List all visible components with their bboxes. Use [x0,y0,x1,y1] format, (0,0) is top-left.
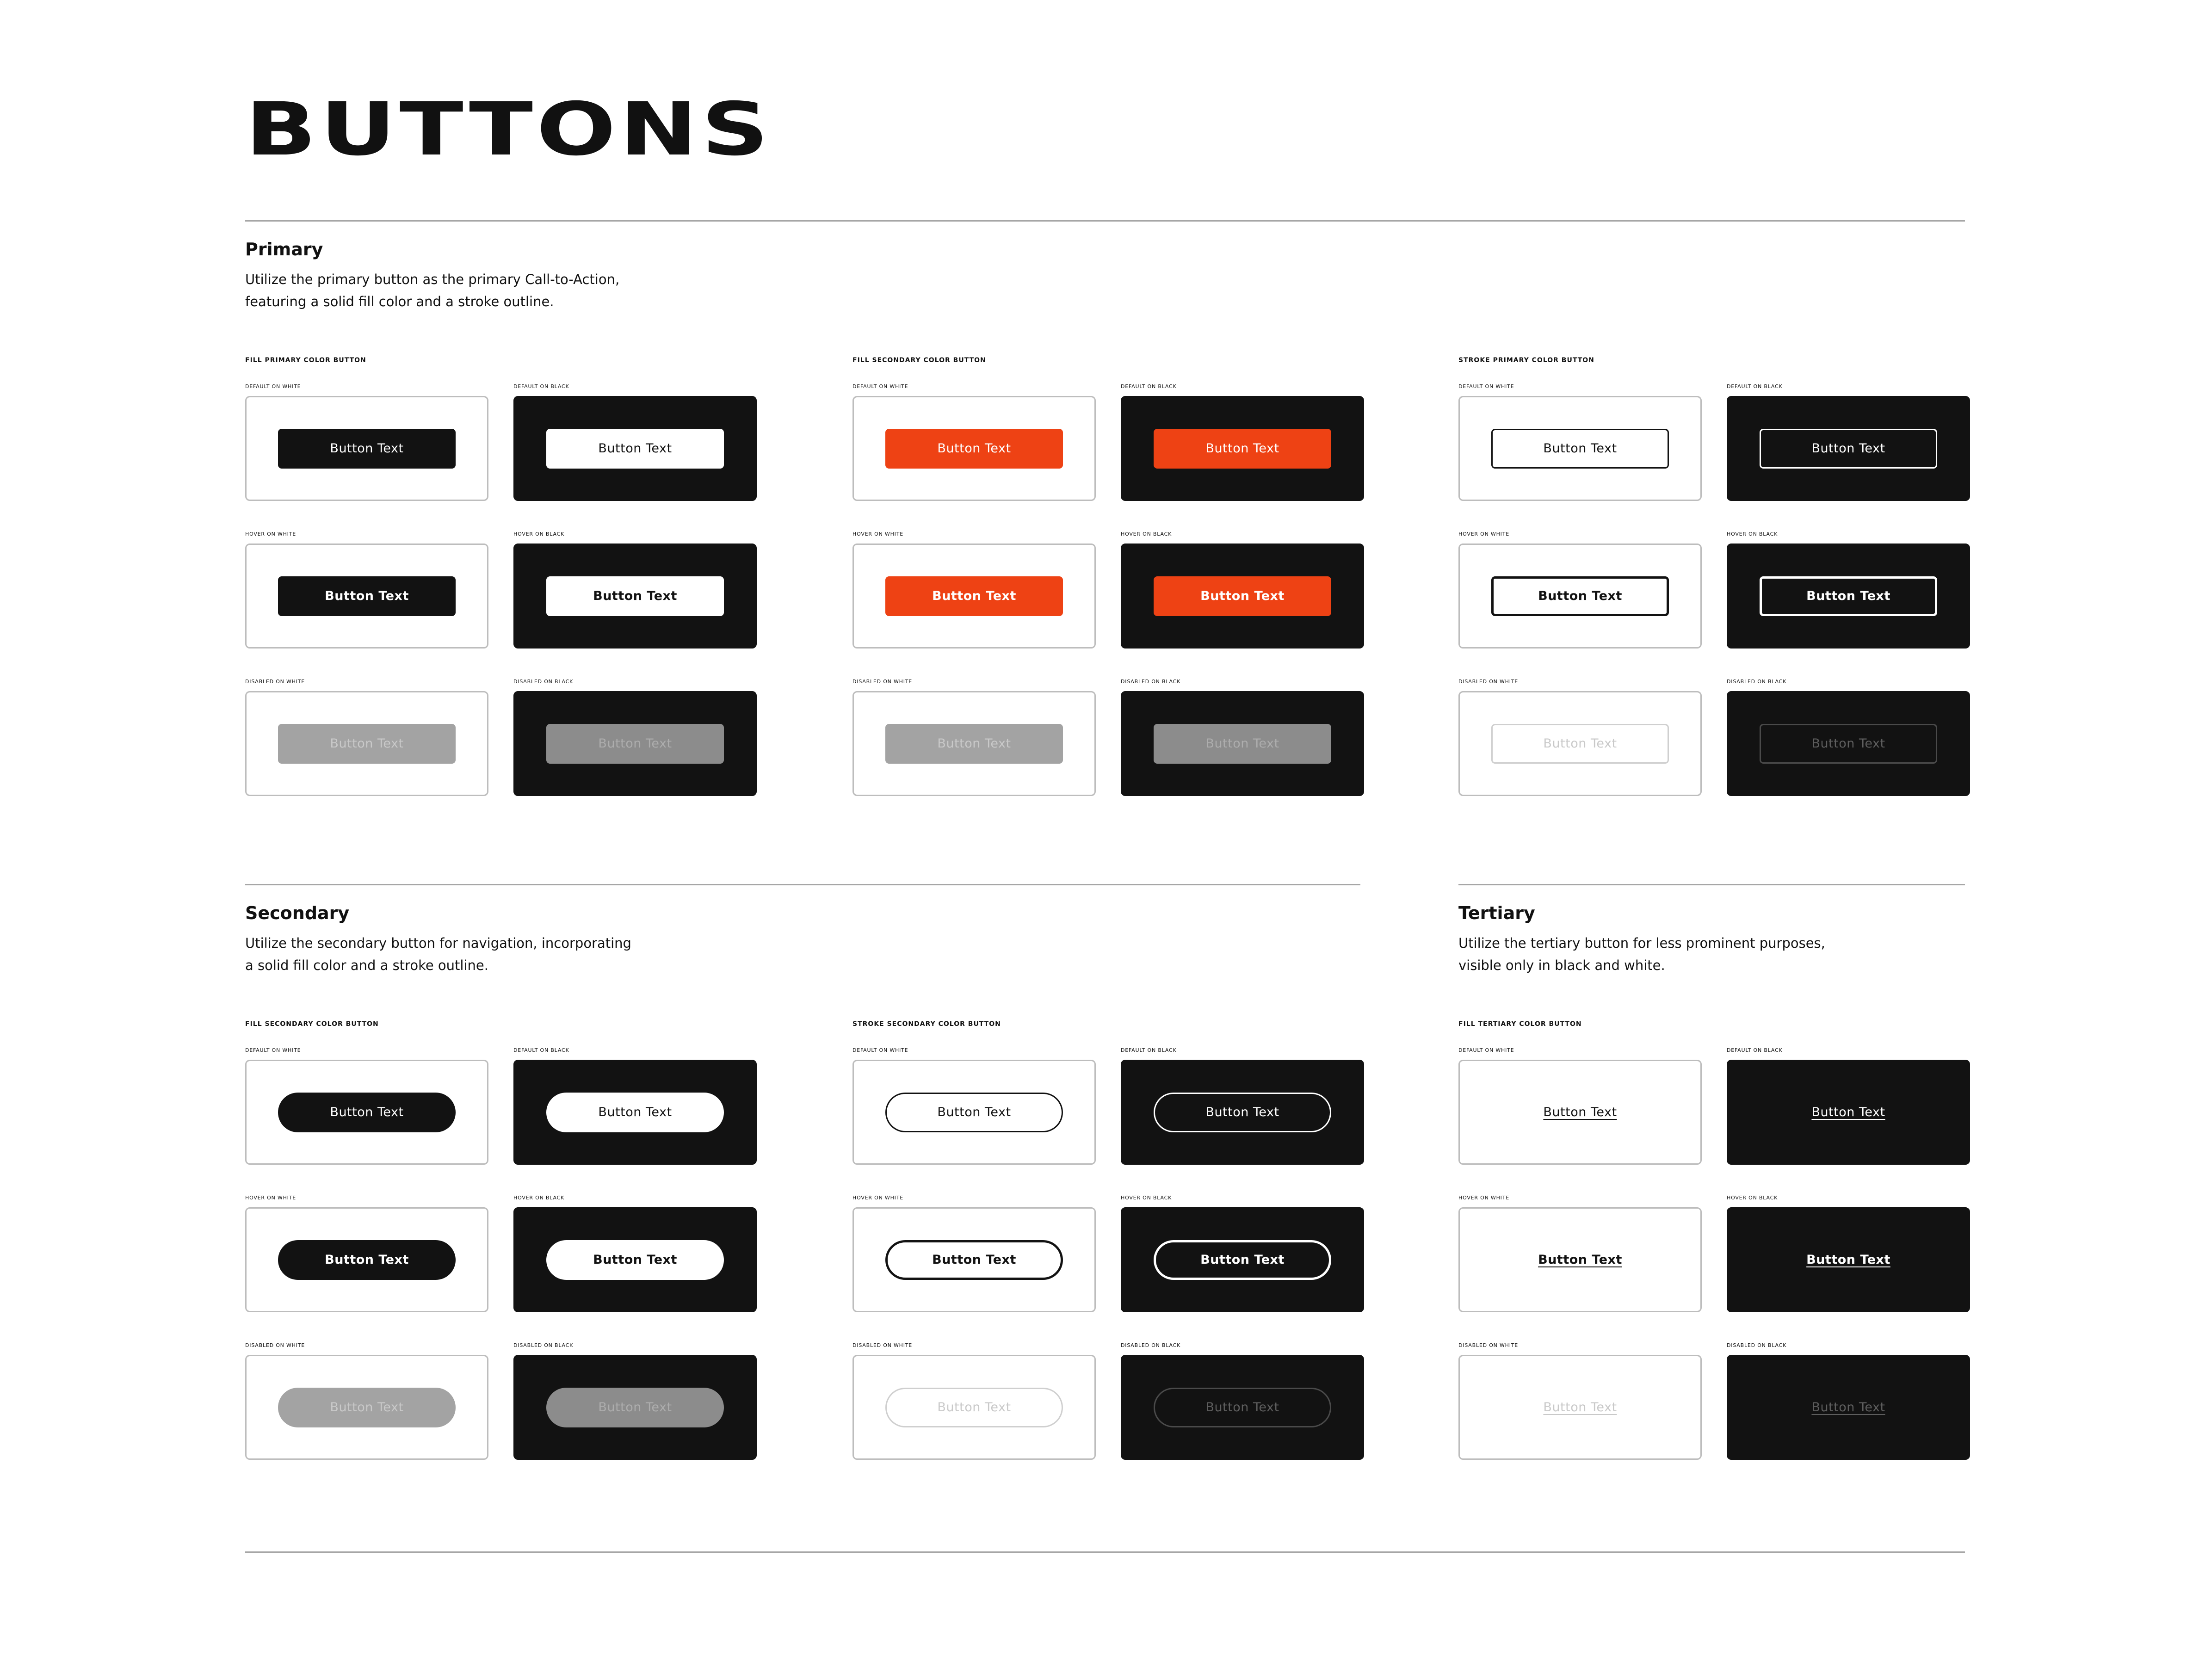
secondary-stroke-button-default[interactable]: Button Text [885,1093,1063,1132]
secondary-fill-button-default[interactable]: Button Text [278,1093,456,1132]
group-fill-secondary [245,1020,759,1490]
state-label: DEFAULT ON BLACK [1727,1047,1783,1053]
secondary-stroke-button-disabled-inverse[interactable]: Button Text [1154,1388,1331,1427]
preview-panel-black [1121,1207,1364,1312]
tertiary-link-button-default[interactable]: Button Text [1543,1105,1617,1119]
preview-panel-black [1121,1355,1364,1460]
state-label: DEFAULT ON WHITE [852,383,908,389]
preview-panel-black [513,691,757,796]
preview-panel-black [1121,691,1364,796]
state-label: DISABLED ON BLACK [513,679,574,685]
primary-fill-button-default[interactable]: Button Text [278,429,456,469]
primary-stroke-button-default[interactable]: Button Text [1491,429,1669,469]
preview-panel-white [1458,1207,1702,1312]
tertiary-link-button-hover[interactable]: Button Text [1538,1253,1622,1267]
orange-fill-button-hover[interactable]: Button Text [885,576,1063,616]
preview-panel-black [1121,396,1364,501]
state-label: HOVER ON WHITE [245,1195,296,1201]
section-title-secondary: Secondary [245,903,350,923]
divider-top [245,220,1965,222]
tertiary-link-button-disabled-inverse[interactable]: Button Text [1811,1400,1885,1414]
preview-panel-white [245,396,488,501]
tertiary-link-button-disabled[interactable]: Button Text [1543,1400,1617,1414]
state-grid [245,383,759,826]
primary-stroke-button-disabled-inverse[interactable]: Button Text [1760,724,1937,764]
primary-fill-button-hover[interactable]: Button Text [278,576,456,616]
primary-stroke-button-hover[interactable]: Button Text [1491,576,1669,616]
group-fill-tertiary [1458,1020,1972,1490]
state-label: HOVER ON WHITE [852,1195,903,1201]
section-description-tertiary: Utilize the tertiary button for less prominent purposes, visible only in black and white. [1458,935,1825,973]
state-label: HOVER ON WHITE [1458,531,1509,537]
preview-panel-white [245,1060,488,1165]
group-title: FILL TERTIARY COLOR BUTTON [1458,1020,1582,1028]
preview-panel-white [852,396,1096,501]
secondary-stroke-button-disabled[interactable]: Button Text [885,1388,1063,1427]
preview-panel-white [852,544,1096,649]
state-label: HOVER ON WHITE [852,531,903,537]
section-description-secondary: Utilize the secondary button for navigation, incorporating a solid fill color and a stroke outline. [245,935,631,973]
state-label: DISABLED ON WHITE [1458,679,1519,685]
state-label: HOVER ON BLACK [1121,1195,1172,1201]
preview-panel-black [1121,544,1364,649]
primary-fill-button-disabled-inverse[interactable]: Button Text [546,724,724,764]
preview-panel-black [513,1060,757,1165]
preview-panel-black [513,1355,757,1460]
tertiary-section-header [1458,902,1944,976]
state-grid [852,383,1366,826]
preview-panel-black [1727,1355,1970,1460]
secondary-fill-button-hover-inverse[interactable]: Button Text [546,1240,724,1280]
state-label: DEFAULT ON BLACK [513,383,569,389]
divider-secondary [245,884,1360,885]
preview-panel-black [1727,1207,1970,1312]
orange-fill-button-disabled-inverse[interactable]: Button Text [1154,724,1331,764]
secondary-section-header [245,902,731,976]
preview-panel-black [1727,1060,1970,1165]
divider-bottom [245,1551,1965,1553]
primary-section-header [245,239,731,313]
state-label: DISABLED ON BLACK [1121,679,1181,685]
orange-fill-button-default[interactable]: Button Text [885,429,1063,469]
secondary-stroke-button-default-inverse[interactable]: Button Text [1154,1093,1331,1132]
state-label: HOVER ON BLACK [513,531,565,537]
section-title-primary: Primary [245,239,323,259]
preview-panel-white [1458,1355,1702,1460]
preview-panel-black [1727,544,1970,649]
primary-fill-button-disabled[interactable]: Button Text [278,724,456,764]
group-title: STROKE PRIMARY COLOR BUTTON [1458,357,1594,364]
preview-panel-white [1458,544,1702,649]
preview-panel-white [245,1207,488,1312]
preview-panel-black [513,544,757,649]
secondary-stroke-button-hover[interactable]: Button Text [885,1240,1063,1280]
orange-fill-button-default-inverse[interactable]: Button Text [1154,429,1331,469]
state-label: DISABLED ON WHITE [1458,1342,1519,1348]
preview-panel-white [1458,396,1702,501]
secondary-fill-button-default-inverse[interactable]: Button Text [546,1093,724,1132]
preview-panel-white [852,691,1096,796]
group-title: STROKE SECONDARY COLOR BUTTON [852,1020,1001,1028]
primary-fill-button-hover-inverse[interactable]: Button Text [546,576,724,616]
orange-fill-button-hover-inverse[interactable]: Button Text [1154,576,1331,616]
primary-stroke-button-hover-inverse[interactable]: Button Text [1760,576,1937,616]
preview-panel-black [1727,396,1970,501]
secondary-stroke-button-hover-inverse[interactable]: Button Text [1154,1240,1331,1280]
preview-panel-white [852,1207,1096,1312]
state-label: HOVER ON BLACK [1727,1195,1778,1201]
preview-panel-white [1458,1060,1702,1165]
divider-tertiary [1458,884,1965,885]
group-title: FILL PRIMARY COLOR BUTTON [245,357,366,364]
state-label: DEFAULT ON WHITE [1458,1047,1514,1053]
state-label: DISABLED ON WHITE [245,679,305,685]
group-fill-primary [245,357,759,826]
tertiary-link-button-hover-inverse[interactable]: Button Text [1806,1253,1890,1267]
section-description-primary: Utilize the primary button as the primary Call-to-Action, featuring a solid fill color and a stroke outline. [245,272,620,309]
state-label: HOVER ON BLACK [1727,531,1778,537]
state-label: DISABLED ON WHITE [852,1342,913,1348]
state-label: DEFAULT ON BLACK [513,1047,569,1053]
preview-panel-white [245,1355,488,1460]
preview-panel-black [513,396,757,501]
group-fill-secondary-color [852,357,1366,826]
state-grid [1458,1047,1972,1490]
secondary-fill-button-disabled-inverse[interactable]: Button Text [546,1388,724,1427]
group-title: FILL SECONDARY COLOR BUTTON [245,1020,379,1028]
group-stroke-primary [1458,357,1972,826]
state-label: HOVER ON BLACK [1121,531,1172,537]
section-title-tertiary: Tertiary [1458,903,1535,923]
state-grid [245,1047,759,1490]
primary-fill-button-default-inverse[interactable]: Button Text [546,429,724,469]
preview-panel-white [245,691,488,796]
orange-fill-button-disabled[interactable]: Button Text [885,724,1063,764]
secondary-fill-button-disabled[interactable]: Button Text [278,1388,456,1427]
state-label: DEFAULT ON WHITE [1458,383,1514,389]
state-grid [1458,383,1972,826]
preview-panel-black [1121,1060,1364,1165]
secondary-fill-button-hover[interactable]: Button Text [278,1240,456,1280]
state-label: DEFAULT ON BLACK [1727,383,1783,389]
tertiary-link-button-default-inverse[interactable]: Button Text [1811,1105,1885,1119]
state-label: DEFAULT ON BLACK [1121,383,1177,389]
state-label: HOVER ON BLACK [513,1195,565,1201]
state-label: DEFAULT ON WHITE [245,383,301,389]
preview-panel-white [852,1355,1096,1460]
state-label: DEFAULT ON WHITE [852,1047,908,1053]
group-stroke-secondary [852,1020,1366,1490]
primary-stroke-button-disabled[interactable]: Button Text [1491,724,1669,764]
state-label: HOVER ON WHITE [1458,1195,1509,1201]
state-label: DISABLED ON BLACK [1727,679,1787,685]
state-label: DISABLED ON BLACK [1121,1342,1181,1348]
preview-panel-white [245,544,488,649]
state-label: HOVER ON WHITE [245,531,296,537]
group-title: FILL SECONDARY COLOR BUTTON [852,357,986,364]
state-label: DISABLED ON WHITE [852,679,913,685]
state-label: DISABLED ON BLACK [1727,1342,1787,1348]
state-label: DEFAULT ON BLACK [1121,1047,1177,1053]
state-label: DEFAULT ON WHITE [245,1047,301,1053]
state-grid [852,1047,1366,1490]
preview-panel-white [852,1060,1096,1165]
primary-stroke-button-default-inverse[interactable]: Button Text [1760,429,1937,469]
preview-panel-black [513,1207,757,1312]
page-title: BUTTONS [245,87,772,172]
state-label: DISABLED ON BLACK [513,1342,574,1348]
state-label: DISABLED ON WHITE [245,1342,305,1348]
preview-panel-white [1458,691,1702,796]
preview-panel-black [1727,691,1970,796]
